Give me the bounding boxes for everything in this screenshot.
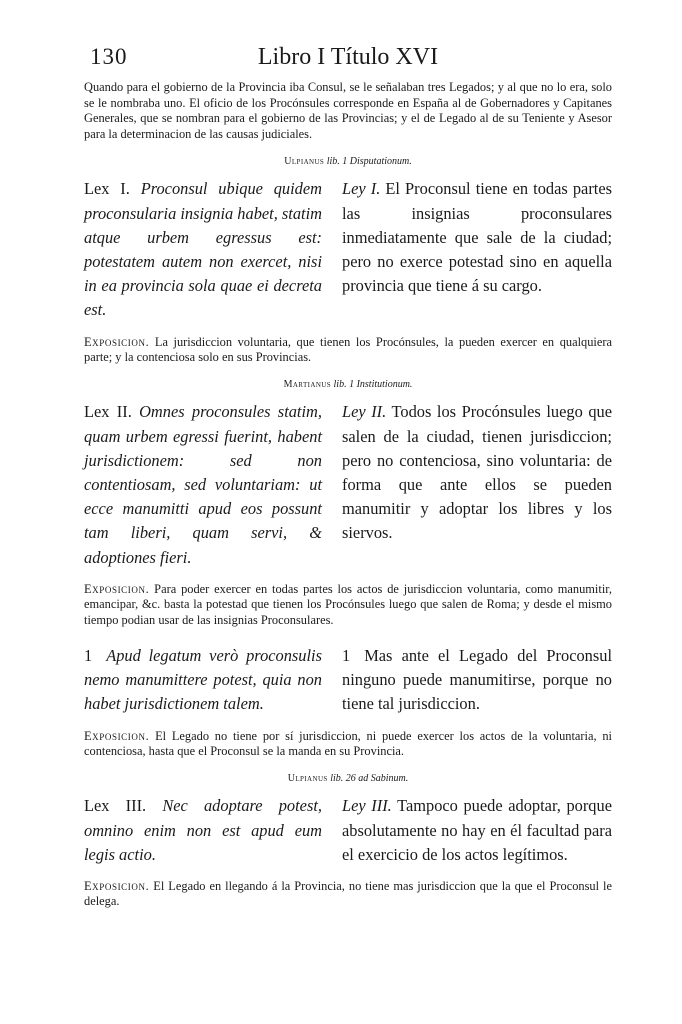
exposition-body: La jurisdiccion voluntaria, que tienen los Procónsules, la pueden exercer en qualquiera parte; y la contenciosa solo en sus Provincias. (84, 334, 612, 364)
spanish-lead: Ley II. (342, 402, 387, 422)
source-work: lib. 26 ad Sabinum. (330, 773, 409, 785)
exposition-body: Para poder exercer en todas partes los actos de jurisdiccion voluntaria, como manumitir, emancipar, &c. basta la potestad que tienen los Procónsules luego que salen de Roma; y desde el mismo tiempo podian usar de las insignias Proconsulares. (84, 581, 612, 627)
spanish-body: El Proconsul tiene en todas partes las insignias proconsulares inmediatamente que sale de la ciudad; pero no exerce potestad sino en aquella provincia que tiene á su cargo. (342, 179, 612, 296)
exposition-label: Exposicion. (84, 581, 150, 596)
latin-text (84, 400, 322, 569)
source-work: lib. 1 Disputationum. (326, 156, 412, 168)
page-number: 130 (90, 44, 128, 69)
source-author: Ulpianus (284, 156, 325, 168)
source-citation (84, 773, 612, 784)
spanish-body: Tampoco puede adoptar, porque absolutamente no hay en él facultad para el exercicio de los actos legítimos. (342, 796, 612, 864)
spanish-lead: Ley I. (342, 179, 381, 199)
exposition-label: Exposicion. (84, 728, 150, 743)
latin-body: Apud legatum verò proconsulis nemo manumittere potest, quia non habet jurisdictionem talem. (84, 646, 322, 714)
page-header (84, 44, 612, 80)
latin-text (84, 644, 322, 717)
spanish-text (342, 400, 612, 569)
latin-body: Omnes proconsules statim, quam urbem egressi fuerint, habent jurisdictionem: sed non contentiosam, sed voluntariam: ut ecce manumitti apud eos possunt tam liberi, quam servi, & adoptiones fieri. (84, 402, 322, 567)
latin-lead: Lex III. (84, 796, 147, 816)
book-page (84, 44, 612, 910)
law-columns (84, 400, 612, 569)
running-title: Libro I Título XVI (257, 44, 439, 70)
law-columns (84, 794, 612, 867)
source-citation (84, 156, 612, 167)
exposition-paragraph (84, 582, 612, 628)
exposition-paragraph (84, 879, 612, 910)
subsection-number: 1 (342, 646, 351, 666)
exposition-label: Exposicion. (84, 334, 150, 349)
subsection-number: 1 (84, 646, 93, 666)
law-columns (84, 644, 612, 717)
spanish-body: Todos los Procónsules luego que salen de la ciudad, tienen jurisdiccion; pero no contenciosa, sino voluntaria: de forma que ante ellos se pueden manumitir y adoptar los libres y los siervos. (342, 402, 612, 543)
latin-text (84, 794, 322, 867)
latin-body: Nec adoptare potest, omnino enim non est apud eum legis actio. (84, 796, 322, 864)
spanish-body: Mas ante el Legado del Proconsul ninguno puede manumitirse, porque no tiene tal jurisdiccion. (342, 646, 612, 714)
law-columns (84, 177, 612, 322)
latin-body: Proconsul ubique quidem proconsularia insignia habet, statim atque urbem egressus est: potestatem autem non exercet, nisi in ea provincia sola quae ei decreta est. (84, 179, 322, 320)
latin-lead: Lex I. (84, 179, 130, 199)
intro-paragraph: Quando para el gobierno de la Provincia iba Consul, se le señalaban tres Legados; y al que no lo era, solo se le nombraba uno. El oficio de los Procónsules corresponde en España al de Gobernadores y Capitanes Generales, que se nombran para el gobierno de las Provincias; y el de Legado al de su Teniente y Asesor para la determinacion de las causas judiciales. (84, 80, 612, 141)
spanish-text (342, 794, 612, 867)
source-work: lib. 1 Institutionum. (333, 379, 413, 391)
spanish-lead: Ley III. (342, 796, 392, 816)
exposition-body: El Legado no tiene por sí jurisdiccion, ni puede exercer los actos de la voluntaria, ni contenciosa, hasta que el Proconsul se la manda en su Provincia. (84, 728, 612, 759)
spanish-text (342, 644, 612, 717)
exposition-paragraph (84, 335, 612, 366)
exposition-label: Exposicion. (84, 879, 150, 894)
spanish-text (342, 177, 612, 322)
source-author: Martianus (283, 379, 332, 391)
source-citation (84, 379, 612, 390)
source-author: Ulpianus (287, 773, 328, 785)
exposition-body: El Legado en llegando á la Provincia, no tiene mas jurisdiccion que la que el Proconsul le delega. (84, 879, 612, 909)
exposition-paragraph (84, 729, 612, 760)
latin-text (84, 177, 322, 322)
latin-lead: Lex II. (84, 402, 132, 422)
